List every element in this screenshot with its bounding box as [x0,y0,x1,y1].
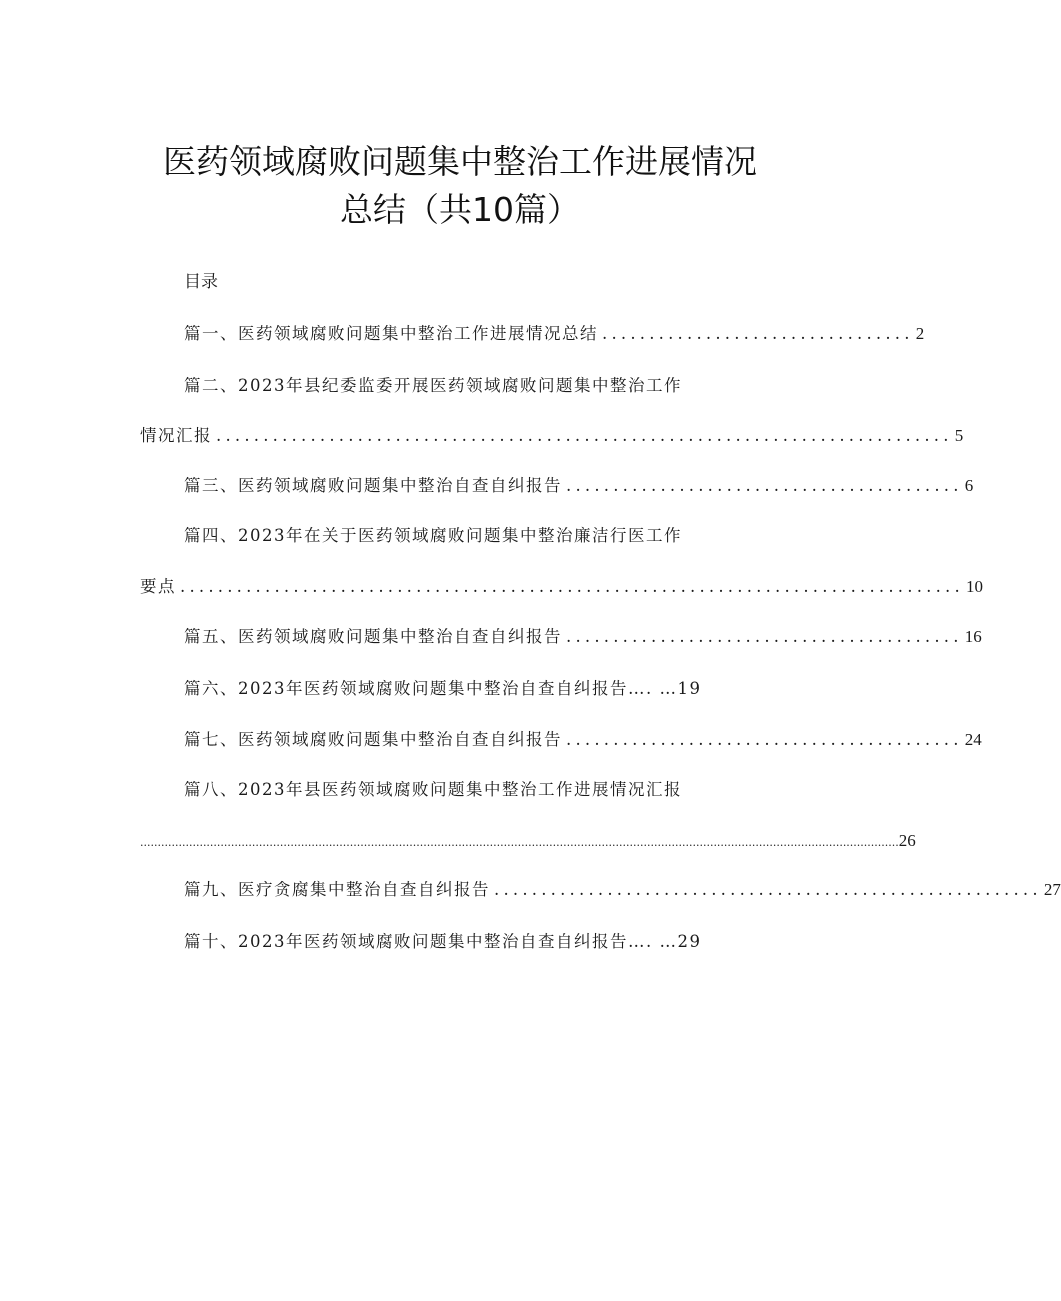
toc-leader: ................................................................................... [180,577,964,596]
toc-leader: .......................................................... [494,880,1042,899]
toc-entry-10[interactable] [184,930,774,954]
toc-entry-text: 篇十、2023年医药领域腐败问题集中整治自查自纠报告…. …29 [184,932,702,951]
toc-entry-1[interactable] [184,322,925,346]
toc-entry-3[interactable] [184,474,974,498]
toc-entry-6[interactable] [184,677,774,701]
toc-leader: .......................................... [566,730,963,749]
toc-entry-2-continued[interactable] [140,424,964,448]
toc-leader: ................................. [602,324,914,343]
document-title-line-1: 医药领域腐败问题集中整治工作进展情况 [163,142,757,181]
toc-entry-text: 情况汇报 [140,426,212,445]
toc-page-number: 5 [954,426,964,445]
toc-entry-text: 篇九、医疗贪腐集中整治自查自纠报告 [184,880,490,899]
toc-entry-text: 篇四、2023年在关于医药领域腐败问题集中整治廉洁行医工作 [184,526,682,545]
toc-page-number: 10 [965,577,983,596]
toc-entry-text: 篇五、医药领域腐败问题集中整治自查自纠报告 [184,627,562,646]
toc-entry-9[interactable] [184,878,1061,902]
toc-page-number: 16 [964,627,982,646]
document-title-line-2: 总结（共10篇） [340,190,580,229]
toc-entry-8-continued[interactable] [140,829,916,855]
toc-page-number: 24 [964,730,982,749]
toc-entry-4-continued[interactable] [140,575,983,599]
toc-entry-2[interactable] [184,374,774,398]
toc-entry-text: 篇二、2023年县纪委监委开展医药领域腐败问题集中整治工作 [184,376,682,395]
toc-leader: ......................................................................................................................................................................................................................... [140,836,899,849]
toc-entry-8[interactable] [184,778,776,802]
toc-entry-7[interactable] [184,728,982,752]
toc-page-number: 27 [1043,880,1061,899]
toc-entry-text: 篇六、2023年医药领域腐败问题集中整治自查自纠报告…. …19 [184,679,702,698]
toc-leader: .......................................... [566,627,963,646]
toc-heading: 目录 [184,272,218,292]
toc-entry-5[interactable] [184,625,982,649]
toc-page-number: 6 [964,476,974,495]
toc-leader: .......................................... [566,476,963,495]
toc-entry-text: 篇八、2023年县医药领域腐败问题集中整治工作进展情况汇报 [184,780,682,799]
toc-entry-text: 要点 [140,577,176,596]
toc-page-number: 26 [898,831,916,850]
toc-leader: .............................................................................. [216,426,953,445]
toc-entry-text: 篇三、医药领域腐败问题集中整治自查自纠报告 [184,476,562,495]
toc-entry-text: 篇一、医药领域腐败问题集中整治工作进展情况总结 [184,324,598,343]
toc-page-number: 2 [915,324,925,343]
toc-entry-text: 篇七、医药领域腐败问题集中整治自查自纠报告 [184,730,562,749]
toc-entry-4[interactable] [184,524,774,548]
